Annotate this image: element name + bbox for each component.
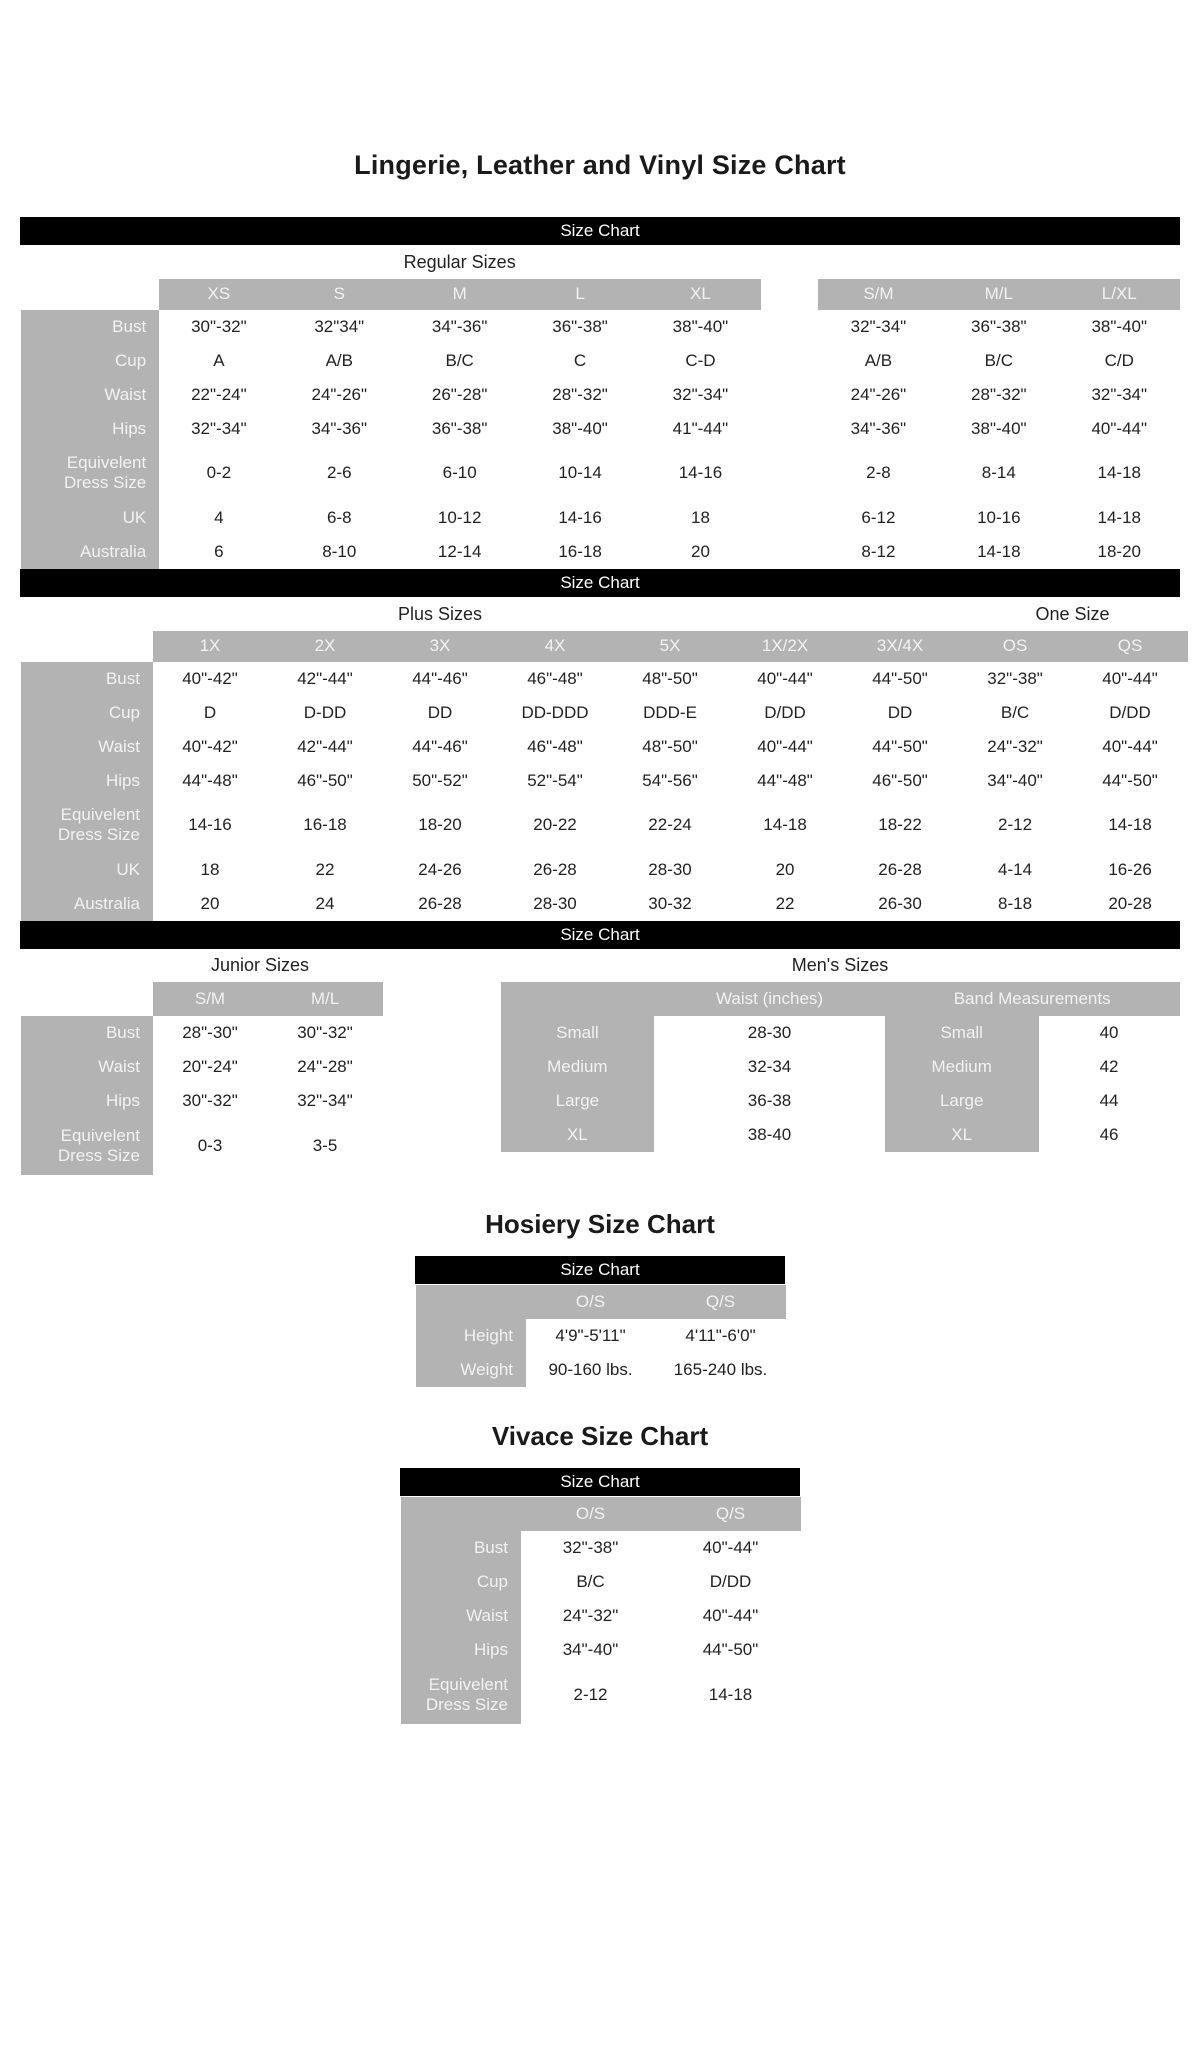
vivace-col-qs: Q/S bbox=[661, 1497, 801, 1531]
table-row bbox=[21, 1084, 501, 1118]
row-label-bust: Bust bbox=[21, 662, 153, 696]
mens-size-large: Large bbox=[501, 1084, 655, 1118]
cell: 6-10 bbox=[399, 446, 519, 501]
table-row bbox=[401, 1633, 801, 1667]
cell: 44"-50" bbox=[1073, 764, 1188, 798]
spacer bbox=[761, 310, 819, 344]
cell: 38-40 bbox=[654, 1118, 885, 1152]
regular-spacer-cell bbox=[761, 279, 819, 310]
cell: 32"-34" bbox=[159, 412, 279, 446]
row-label-bust: Bust bbox=[21, 310, 159, 344]
cell: 2-12 bbox=[521, 1667, 661, 1724]
table-row bbox=[501, 1118, 1180, 1152]
table-row bbox=[21, 887, 1188, 921]
table-row bbox=[401, 1599, 801, 1633]
row-label-waist: Waist bbox=[21, 1050, 153, 1084]
spacer bbox=[383, 1016, 501, 1050]
cell: 36"-38" bbox=[399, 412, 519, 446]
table-row bbox=[501, 1016, 1180, 1050]
cell: 6-12 bbox=[818, 501, 938, 535]
cell: 44"-50" bbox=[843, 730, 958, 764]
plus-group-label: Plus Sizes bbox=[153, 598, 728, 631]
row-label-bust: Bust bbox=[401, 1531, 521, 1565]
cell: 44"-46" bbox=[383, 730, 498, 764]
cell: B/C bbox=[958, 696, 1073, 730]
cell: A/B bbox=[279, 344, 399, 378]
row-label-waist: Waist bbox=[21, 378, 159, 412]
cell: 41"-44" bbox=[640, 412, 760, 446]
hosiery-col-qs: Q/S bbox=[656, 1285, 786, 1319]
cell: 14-16 bbox=[153, 798, 268, 853]
cell: 20 bbox=[728, 853, 843, 887]
cell: 32"-34" bbox=[640, 378, 760, 412]
cell: 52"-54" bbox=[498, 764, 613, 798]
cell: 38"-40" bbox=[640, 310, 760, 344]
cell: 28"-32" bbox=[520, 378, 640, 412]
junior-sizes-panel bbox=[20, 949, 500, 1175]
cell: 40"-44" bbox=[1059, 412, 1179, 446]
cell: 40"-42" bbox=[153, 730, 268, 764]
mens-size-header bbox=[501, 982, 655, 1016]
spacer bbox=[383, 1118, 501, 1175]
hosiery-column-header-row bbox=[416, 1285, 786, 1319]
cell: 28-30 bbox=[498, 887, 613, 921]
spacer bbox=[761, 344, 819, 378]
cell: DD-DDD bbox=[498, 696, 613, 730]
cell: 20-28 bbox=[1073, 887, 1188, 921]
cell: 34"-36" bbox=[279, 412, 399, 446]
cell: A/B bbox=[818, 344, 938, 378]
row-label-dress-size: Equivelent Dress Size bbox=[21, 798, 153, 853]
cell: 30"-32" bbox=[153, 1084, 268, 1118]
junior-sizes-title: Junior Sizes bbox=[20, 949, 500, 981]
cell: C/D bbox=[1059, 344, 1179, 378]
row-label-hips: Hips bbox=[21, 1084, 153, 1118]
plus-col-2x: 2X bbox=[268, 631, 383, 662]
cell: 4-14 bbox=[958, 853, 1073, 887]
cell: 40"-44" bbox=[1073, 730, 1188, 764]
junior-spacer-cell bbox=[383, 982, 501, 1016]
vivace-size-chart-bar: Size Chart bbox=[400, 1468, 800, 1496]
mens-column-header-row bbox=[501, 982, 1180, 1016]
row-label-australia: Australia bbox=[21, 535, 159, 569]
table-row bbox=[501, 1050, 1180, 1084]
cell: 40 bbox=[1039, 1016, 1180, 1050]
row-label-dress-size: Equivelent Dress Size bbox=[21, 1118, 153, 1175]
cell: 20"-24" bbox=[153, 1050, 268, 1084]
row-label-height: Height bbox=[416, 1319, 526, 1353]
regular-col-ml: M/L bbox=[939, 279, 1059, 310]
table-row bbox=[21, 501, 1180, 535]
cell: 38"-40" bbox=[939, 412, 1059, 446]
cell: D/DD bbox=[661, 1565, 801, 1599]
regular-group-label: Regular Sizes bbox=[159, 246, 761, 279]
cell: 6 bbox=[159, 535, 279, 569]
cell: 18 bbox=[640, 501, 760, 535]
cell: 30-32 bbox=[613, 887, 728, 921]
cell: 28-30 bbox=[613, 853, 728, 887]
cell: 8-14 bbox=[939, 446, 1059, 501]
plus-sizes-block bbox=[20, 597, 1180, 921]
cell: 22-24 bbox=[613, 798, 728, 853]
hosiery-block bbox=[415, 1256, 785, 1387]
regular-column-header-row bbox=[21, 279, 1180, 310]
cell: 32"-34" bbox=[1059, 378, 1179, 412]
cell: 2-8 bbox=[818, 446, 938, 501]
cell: 44"-46" bbox=[383, 662, 498, 696]
cell: 18 bbox=[153, 853, 268, 887]
table-row bbox=[21, 764, 1188, 798]
mens-sizes-title: Men's Sizes bbox=[500, 949, 1180, 981]
cell: 40"-44" bbox=[1073, 662, 1188, 696]
mens-sizes-table bbox=[500, 981, 1180, 1152]
band-size-small: Small bbox=[885, 1016, 1039, 1050]
band-size-large: Large bbox=[885, 1084, 1039, 1118]
mens-size-small: Small bbox=[501, 1016, 655, 1050]
row-label-cup: Cup bbox=[21, 344, 159, 378]
junior-corner-cell bbox=[21, 982, 153, 1016]
row-label-hips: Hips bbox=[21, 412, 159, 446]
row-label-uk: UK bbox=[21, 501, 159, 535]
cell: 24"-32" bbox=[958, 730, 1073, 764]
table-row bbox=[416, 1319, 786, 1353]
band-size-xl: XL bbox=[885, 1118, 1039, 1152]
cell: 22 bbox=[268, 853, 383, 887]
cell: 0-3 bbox=[153, 1118, 268, 1175]
vivace-block bbox=[400, 1468, 800, 1724]
cell: 26"-28" bbox=[399, 378, 519, 412]
table-row bbox=[501, 1084, 1180, 1118]
junior-mens-size-chart-bar: Size Chart bbox=[20, 921, 1180, 949]
cell: 24-26 bbox=[383, 853, 498, 887]
regular-col-m: M bbox=[399, 279, 519, 310]
cell: B/C bbox=[521, 1565, 661, 1599]
spacer bbox=[761, 501, 819, 535]
cell: 20 bbox=[153, 887, 268, 921]
cell: 26-28 bbox=[498, 853, 613, 887]
regular-sizes-table bbox=[20, 245, 1180, 569]
mens-sizes-panel bbox=[500, 949, 1180, 1175]
cell: 48"-50" bbox=[613, 662, 728, 696]
cell: 26-30 bbox=[843, 887, 958, 921]
junior-col-ml: M/L bbox=[268, 982, 383, 1016]
vivace-title: Vivace Size Chart bbox=[491, 1421, 709, 1451]
plus-col-4x: 4X bbox=[498, 631, 613, 662]
cell: 44"-48" bbox=[153, 764, 268, 798]
cell: 36"-38" bbox=[520, 310, 640, 344]
spacer bbox=[761, 535, 819, 569]
plus-sizes-table bbox=[20, 597, 1188, 921]
one-size-group-label: One Size bbox=[958, 598, 1188, 631]
table-row bbox=[21, 662, 1188, 696]
cell: 90-160 lbs. bbox=[526, 1353, 656, 1387]
cell: 8-12 bbox=[818, 535, 938, 569]
cell: 42"-44" bbox=[268, 662, 383, 696]
cell: 8-18 bbox=[958, 887, 1073, 921]
bottom-spacer bbox=[0, 1724, 1200, 2054]
mens-waist-header: Waist (inches) bbox=[654, 982, 885, 1016]
cell: 10-12 bbox=[399, 501, 519, 535]
table-row bbox=[401, 1565, 801, 1599]
regular-col-sm: S/M bbox=[818, 279, 938, 310]
cell: 2-6 bbox=[279, 446, 399, 501]
spacer bbox=[383, 1050, 501, 1084]
row-label-dress-size: Equivelent Dress Size bbox=[21, 446, 159, 501]
cell: 14-16 bbox=[640, 446, 760, 501]
row-label-waist: Waist bbox=[21, 730, 153, 764]
cell: 165-240 lbs. bbox=[656, 1353, 786, 1387]
plus-col-1x2x: 1X/2X bbox=[728, 631, 843, 662]
cell: 22 bbox=[728, 887, 843, 921]
regular-col-lxl: L/XL bbox=[1059, 279, 1179, 310]
spacer bbox=[761, 412, 819, 446]
cell: 40"-44" bbox=[661, 1599, 801, 1633]
cell: 16-18 bbox=[520, 535, 640, 569]
plus-col-5x: 5X bbox=[613, 631, 728, 662]
cell: C-D bbox=[640, 344, 760, 378]
table-row bbox=[21, 798, 1188, 853]
regular-col-xs: XS bbox=[159, 279, 279, 310]
table-row bbox=[21, 310, 1180, 344]
cell: 16-26 bbox=[1073, 853, 1188, 887]
cell: 38"-40" bbox=[1059, 310, 1179, 344]
cell: 4 bbox=[159, 501, 279, 535]
cell: 40"-42" bbox=[153, 662, 268, 696]
cell: DDD-E bbox=[613, 696, 728, 730]
table-row bbox=[21, 446, 1180, 501]
cell: 10-14 bbox=[520, 446, 640, 501]
table-row bbox=[21, 1050, 501, 1084]
cell: 34"-36" bbox=[399, 310, 519, 344]
cell: 44 bbox=[1039, 1084, 1180, 1118]
hosiery-title: Hosiery Size Chart bbox=[485, 1209, 715, 1239]
cell: 36"-38" bbox=[939, 310, 1059, 344]
regular-size-chart-bar: Size Chart bbox=[20, 217, 1180, 245]
hosiery-col-os: O/S bbox=[526, 1285, 656, 1319]
regular-sizes-block bbox=[20, 245, 1180, 569]
junior-sizes-table bbox=[20, 981, 501, 1175]
cell: 48"-50" bbox=[613, 730, 728, 764]
plus-col-os: OS bbox=[958, 631, 1073, 662]
table-row bbox=[21, 378, 1180, 412]
cell: D/DD bbox=[1073, 696, 1188, 730]
cell: 50"-52" bbox=[383, 764, 498, 798]
vivace-corner-cell bbox=[401, 1497, 521, 1531]
table-row bbox=[401, 1667, 801, 1724]
cell: 18-22 bbox=[843, 798, 958, 853]
vivace-table bbox=[400, 1496, 801, 1724]
cell: 30"-32" bbox=[159, 310, 279, 344]
cell: 22"-24" bbox=[159, 378, 279, 412]
cell: D/DD bbox=[728, 696, 843, 730]
cell: 24"-28" bbox=[268, 1050, 383, 1084]
cell: 46"-48" bbox=[498, 662, 613, 696]
row-label-dress-size: Equivelent Dress Size bbox=[401, 1667, 521, 1724]
hosiery-table bbox=[415, 1284, 786, 1387]
cell: 34"-36" bbox=[818, 412, 938, 446]
cell: 46"-50" bbox=[843, 764, 958, 798]
cell: D-DD bbox=[268, 696, 383, 730]
vivace-column-header-row bbox=[401, 1497, 801, 1531]
cell: 20 bbox=[640, 535, 760, 569]
mens-size-medium: Medium bbox=[501, 1050, 655, 1084]
cell: 4'9"-5'11" bbox=[526, 1319, 656, 1353]
row-label-australia: Australia bbox=[21, 887, 153, 921]
table-row bbox=[416, 1353, 786, 1387]
table-row bbox=[21, 1118, 501, 1175]
cell: 44"-50" bbox=[843, 662, 958, 696]
cell: 14-18 bbox=[661, 1667, 801, 1724]
cell: DD bbox=[383, 696, 498, 730]
cell: 38"-40" bbox=[520, 412, 640, 446]
cell: 16-18 bbox=[268, 798, 383, 853]
table-row bbox=[21, 730, 1188, 764]
row-label-waist: Waist bbox=[401, 1599, 521, 1633]
cell: 46"-48" bbox=[498, 730, 613, 764]
junior-col-sm: S/M bbox=[153, 982, 268, 1016]
cell: 14-18 bbox=[1059, 446, 1179, 501]
cell: 28"-32" bbox=[939, 378, 1059, 412]
regular-group-header-row bbox=[21, 246, 1180, 279]
cell: 0-2 bbox=[159, 446, 279, 501]
plus-size-chart-bar: Size Chart bbox=[20, 569, 1180, 597]
table-row bbox=[21, 853, 1188, 887]
plus-group-header-row bbox=[21, 598, 1188, 631]
row-label-hips: Hips bbox=[401, 1633, 521, 1667]
cell: 44"-50" bbox=[661, 1633, 801, 1667]
cell: 18-20 bbox=[383, 798, 498, 853]
cell: 44"-48" bbox=[728, 764, 843, 798]
cell: 24 bbox=[268, 887, 383, 921]
cell: 14-18 bbox=[939, 535, 1059, 569]
row-label-bust: Bust bbox=[21, 1016, 153, 1050]
plus-col-qs: QS bbox=[1073, 631, 1188, 662]
cell: 34"-40" bbox=[958, 764, 1073, 798]
regular-corner-cell bbox=[21, 279, 159, 310]
regular-group-label-right bbox=[818, 246, 1179, 279]
cell: 30"-32" bbox=[268, 1016, 383, 1050]
spacer bbox=[761, 378, 819, 412]
cell: 34"-40" bbox=[521, 1633, 661, 1667]
vivace-col-os: O/S bbox=[521, 1497, 661, 1531]
cell: 40"-44" bbox=[661, 1531, 801, 1565]
spacer bbox=[383, 1084, 501, 1118]
cell: 3-5 bbox=[268, 1118, 383, 1175]
table-row bbox=[21, 344, 1180, 378]
cell: 32-34 bbox=[654, 1050, 885, 1084]
cell: 46 bbox=[1039, 1118, 1180, 1152]
row-label-uk: UK bbox=[21, 853, 153, 887]
cell: 32"34" bbox=[279, 310, 399, 344]
cell: 42"-44" bbox=[268, 730, 383, 764]
cell: 32"-34" bbox=[818, 310, 938, 344]
plus-col-3x: 3X bbox=[383, 631, 498, 662]
cell: DD bbox=[843, 696, 958, 730]
cell: 14-18 bbox=[1073, 798, 1188, 853]
cell: 6-8 bbox=[279, 501, 399, 535]
cell: 4'11"-6'0" bbox=[656, 1319, 786, 1353]
junior-column-header-row bbox=[21, 982, 501, 1016]
cell: A bbox=[159, 344, 279, 378]
table-row bbox=[21, 1016, 501, 1050]
table-row bbox=[401, 1531, 801, 1565]
cell: 14-18 bbox=[1059, 501, 1179, 535]
cell: 2-12 bbox=[958, 798, 1073, 853]
cell: 20-22 bbox=[498, 798, 613, 853]
regular-col-l: L bbox=[520, 279, 640, 310]
cell: 12-14 bbox=[399, 535, 519, 569]
mens-band-header: Band Measurements bbox=[885, 982, 1180, 1016]
plus-corner-cell bbox=[21, 631, 153, 662]
cell: 36-38 bbox=[654, 1084, 885, 1118]
row-label-cup: Cup bbox=[401, 1565, 521, 1599]
cell: 32"-38" bbox=[521, 1531, 661, 1565]
hosiery-corner-cell bbox=[416, 1285, 526, 1319]
row-label-hips: Hips bbox=[21, 764, 153, 798]
cell: B/C bbox=[399, 344, 519, 378]
row-label-cup: Cup bbox=[21, 696, 153, 730]
table-row bbox=[21, 696, 1188, 730]
cell: 14-18 bbox=[728, 798, 843, 853]
spacer bbox=[761, 446, 819, 501]
cell: 8-10 bbox=[279, 535, 399, 569]
cell: 40"-44" bbox=[728, 662, 843, 696]
band-size-medium: Medium bbox=[885, 1050, 1039, 1084]
cell: 26-28 bbox=[383, 887, 498, 921]
cell: 24"-32" bbox=[521, 1599, 661, 1633]
cell: 24"-26" bbox=[279, 378, 399, 412]
cell: 14-16 bbox=[520, 501, 640, 535]
cell: 24"-26" bbox=[818, 378, 938, 412]
regular-col-xl: XL bbox=[640, 279, 760, 310]
cell: C bbox=[520, 344, 640, 378]
page-title: Lingerie, Leather and Vinyl Size Chart bbox=[354, 150, 846, 180]
cell: 10-16 bbox=[939, 501, 1059, 535]
cell: 32"-38" bbox=[958, 662, 1073, 696]
regular-col-s: S bbox=[279, 279, 399, 310]
plus-col-1x: 1X bbox=[153, 631, 268, 662]
plus-col-3x4x: 3X/4X bbox=[843, 631, 958, 662]
cell: 32"-34" bbox=[268, 1084, 383, 1118]
cell: 46"-50" bbox=[268, 764, 383, 798]
cell: 18-20 bbox=[1059, 535, 1179, 569]
table-row bbox=[21, 535, 1180, 569]
table-row bbox=[21, 412, 1180, 446]
cell: D bbox=[153, 696, 268, 730]
cell: 28"-30" bbox=[153, 1016, 268, 1050]
cell: 54"-56" bbox=[613, 764, 728, 798]
mens-size-xl: XL bbox=[501, 1118, 655, 1152]
cell: 28-30 bbox=[654, 1016, 885, 1050]
plus-column-header-row bbox=[21, 631, 1188, 662]
cell: B/C bbox=[939, 344, 1059, 378]
row-label-weight: Weight bbox=[416, 1353, 526, 1387]
cell: 40"-44" bbox=[728, 730, 843, 764]
cell: 42 bbox=[1039, 1050, 1180, 1084]
hosiery-size-chart-bar: Size Chart bbox=[415, 1256, 785, 1284]
junior-mens-block bbox=[20, 949, 1180, 1175]
cell: 26-28 bbox=[843, 853, 958, 887]
